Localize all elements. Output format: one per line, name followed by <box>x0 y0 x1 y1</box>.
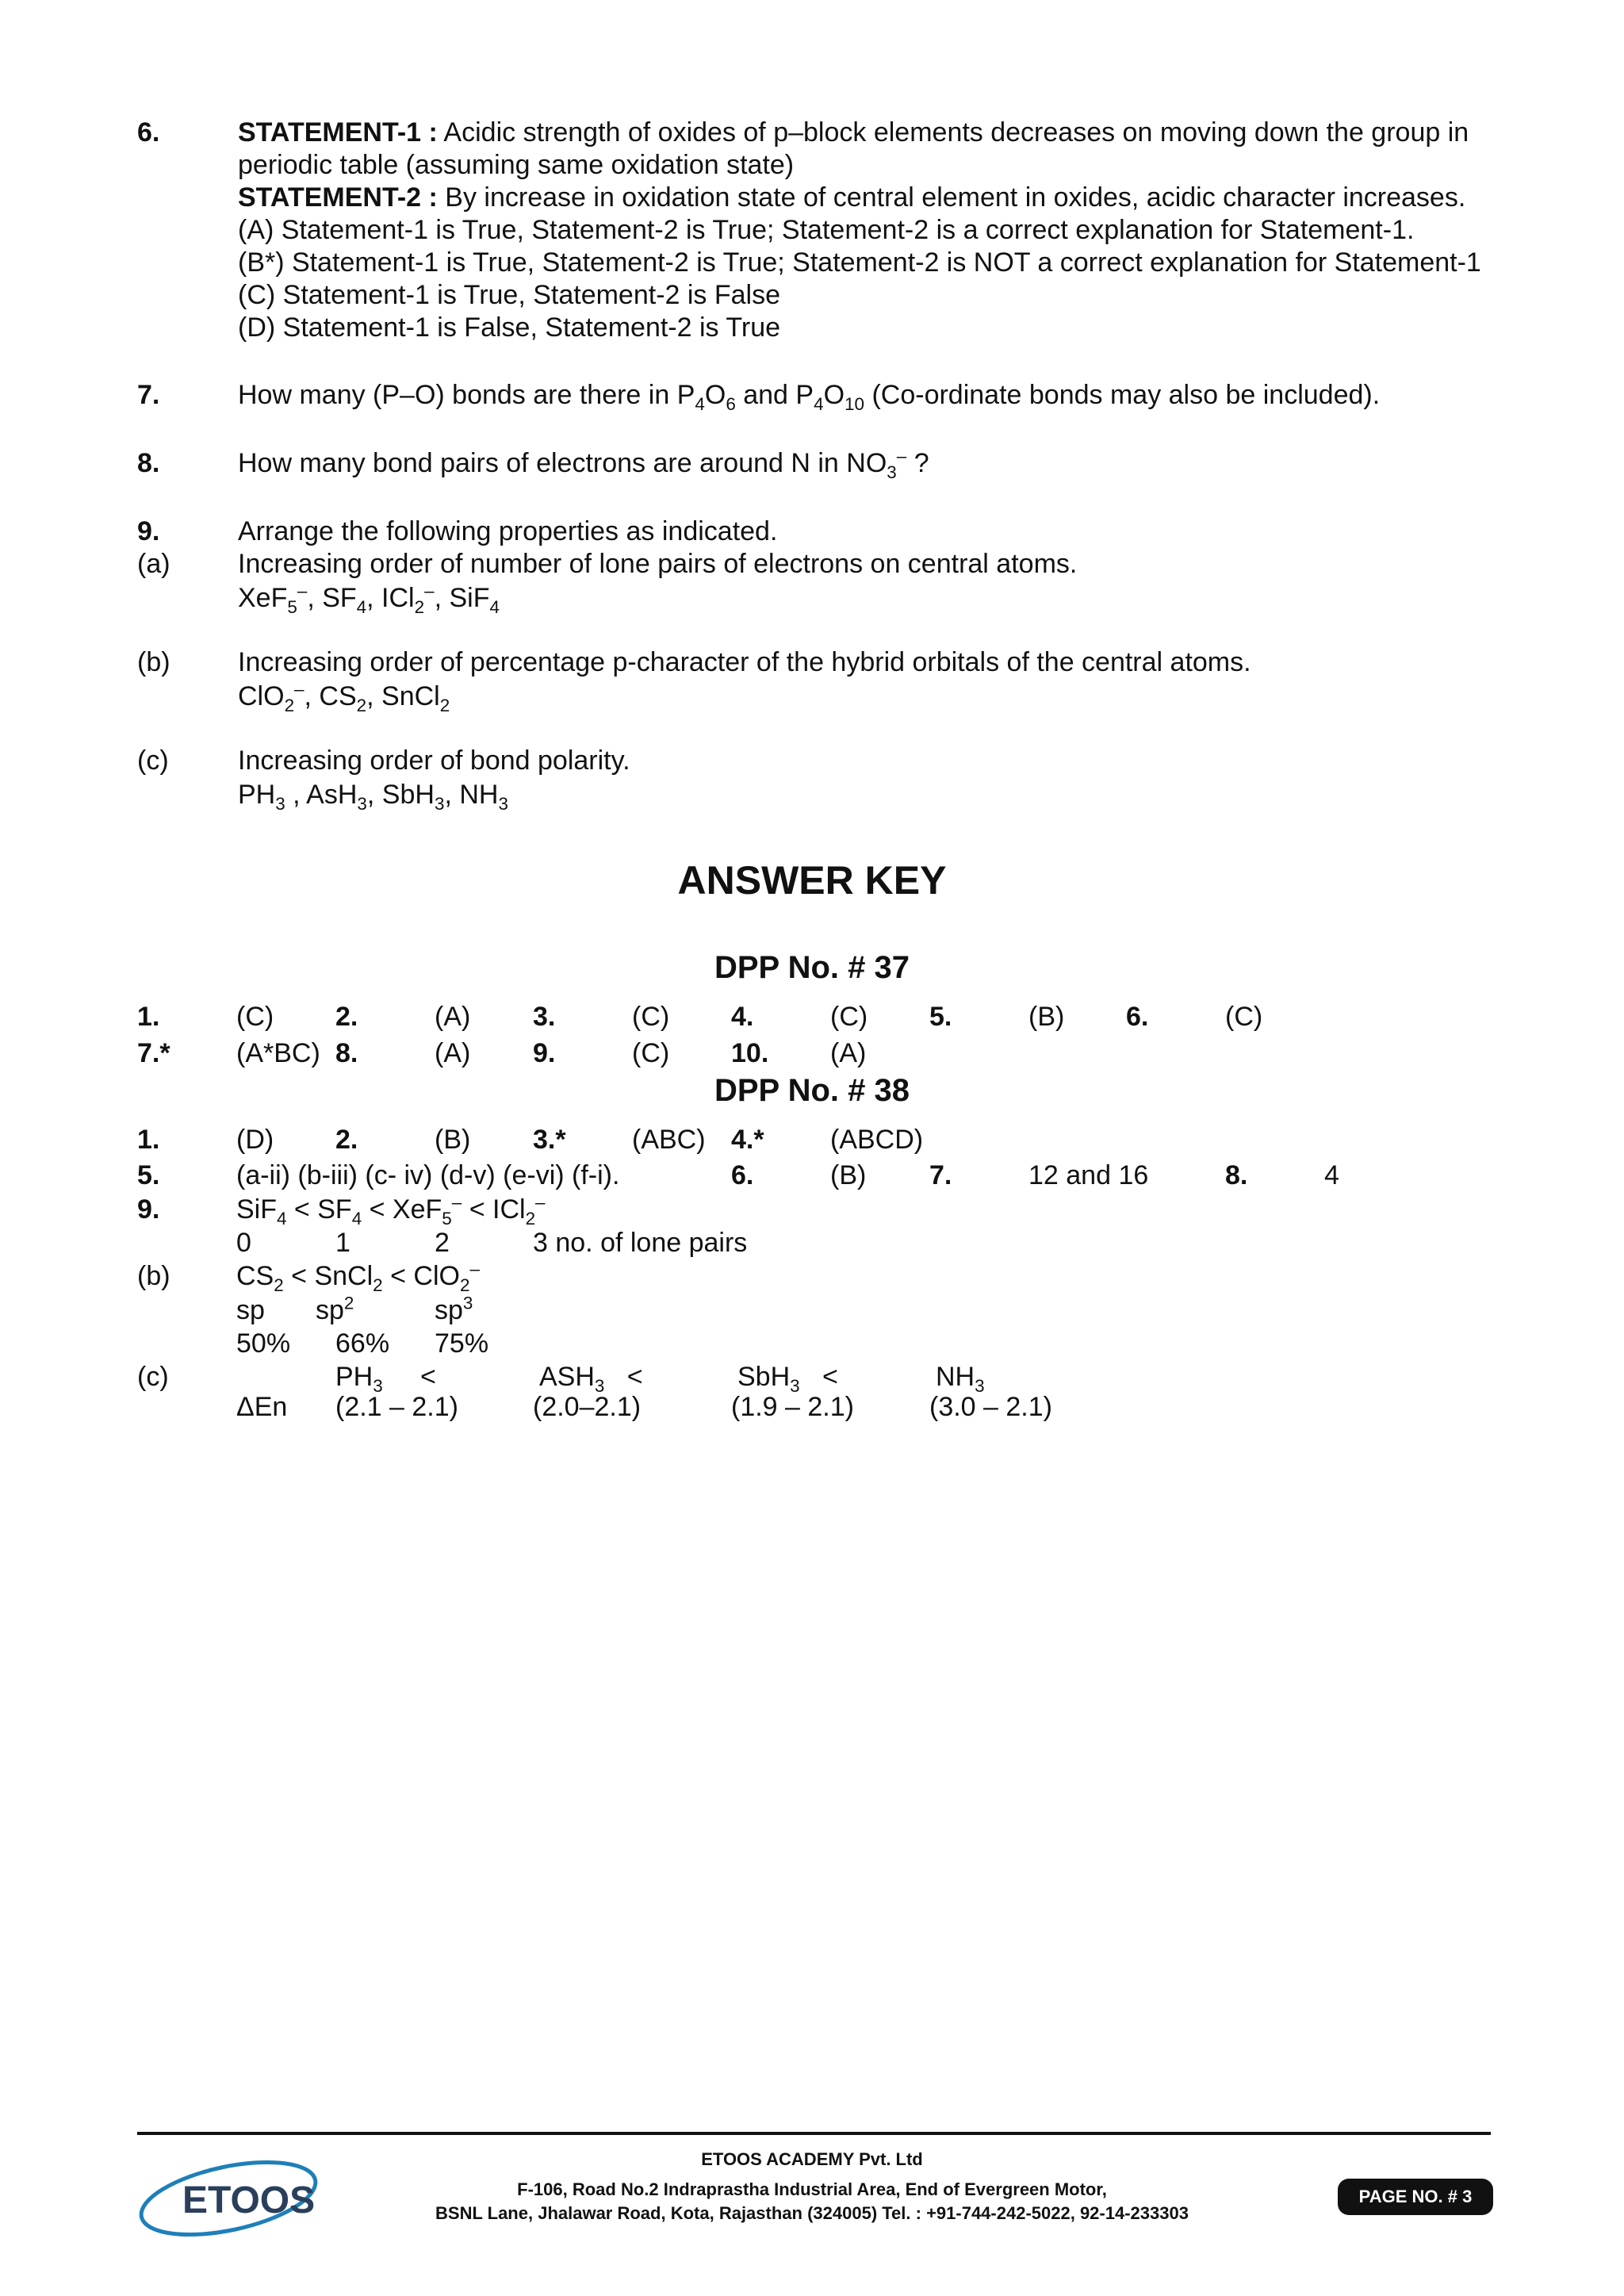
option-b: (B*) Statement-1 is True, Statement-2 is True; Statement-2 is NOT a correct explanation for Statement-1 <box>238 247 1481 278</box>
answer-value: (C) <box>236 1002 274 1032</box>
page-number-badge <box>1338 2179 1493 2215</box>
part-label: (c) <box>137 746 169 776</box>
question-number: 9. <box>137 516 160 546</box>
answer-value: (A) <box>435 1002 471 1032</box>
statement-2 <box>238 184 1465 211</box>
part-c-formulas: $PH_3$ , AsH$_3$, SbH$_3$, $NH_3$ <box>238 780 508 814</box>
part-label: (a) <box>137 549 170 579</box>
question-8-text: How many bond pairs of electrons are around N in $NO_3^-$ ? <box>238 446 929 482</box>
answer-num: 1. <box>137 1125 160 1155</box>
answer-key-title: ANSWER KEY <box>677 858 947 903</box>
answer-value: (a-ii) (b-iii) (c- iv) (d-v) (e-vi) (f-i). <box>236 1160 620 1190</box>
answer-num: 2. <box>335 1002 358 1032</box>
question-number: 7. <box>137 380 160 410</box>
answer-value: (C) <box>1225 1002 1263 1032</box>
answer-num: 7.* <box>137 1038 170 1068</box>
answer-num: 4.* <box>731 1125 764 1155</box>
en-difference: (1.9 – 2.1) <box>731 1392 854 1422</box>
p-character: 75% <box>435 1328 489 1359</box>
answer-num: 9. <box>533 1038 556 1068</box>
answer-9c-order: $ASH_3$ < <box>539 1362 643 1396</box>
statement-1-text: Acidic strength of oxides of p–block elements decreases on moving down the group in <box>437 117 1469 148</box>
part-label: (b) <box>137 647 170 677</box>
address-line-2: BSNL Lane, Jhalawar Road, Kota, Rajasthan (324005) Tel. : +91-744-242-5022, 92-14-233303 <box>435 2203 1189 2223</box>
answer-num: 7. <box>929 1160 952 1190</box>
dpp-37-heading: DPP No. # 37 <box>714 950 910 985</box>
logo-text: ETOOS <box>182 2179 316 2221</box>
part-a-formulas: XeF$_5$–, $SF_4$, ICl$_2$–, SiF$_4$ <box>238 581 500 617</box>
answer-num: 3. <box>533 1002 556 1032</box>
p-character: 66% <box>335 1328 390 1359</box>
answer-value: (C) <box>632 1038 670 1068</box>
answer-value: (D) <box>236 1125 274 1155</box>
lone-pair-count: 3 no. of lone pairs <box>533 1228 748 1258</box>
dpp-38-heading: DPP No. # 38 <box>714 1073 910 1108</box>
answer-value: (A) <box>435 1038 471 1068</box>
answer-value: (B) <box>435 1125 471 1155</box>
statement-1 <box>238 119 1469 146</box>
answer-value: (B) <box>830 1160 867 1190</box>
answer-value: (ABCD) <box>830 1125 924 1155</box>
statement-2-label: STATEMENT-2 : <box>238 182 438 213</box>
answer-9b-order: $CS_2$ < SnCl$_2$ < ClO$_2$– <box>236 1259 480 1295</box>
answer-9a-order: $SiF_4 < SF_4 < XeF_5^- < ICl_2^-$ <box>236 1192 546 1228</box>
option-a: (A) Statement-1 is True, Statement-2 is True; Statement-2 is a correct explanation for Statement-1. <box>238 215 1415 245</box>
answer-9c-order: $PH_3$ < <box>335 1362 436 1396</box>
answer-value: (C) <box>632 1002 670 1032</box>
part-b-formulas: ClO$_2$–, $CS_2$, SnCl$_2$ <box>238 679 450 715</box>
part-c-text: Increasing order of bond polarity. <box>238 746 630 776</box>
answer-num: 4. <box>731 1002 754 1032</box>
answer-value: 12 and 16 <box>1028 1160 1149 1190</box>
page-number: PAGE NO. # 3 <box>1358 2187 1473 2206</box>
answer-num: 1. <box>137 1002 160 1032</box>
en-difference: (3.0 – 2.1) <box>929 1392 1052 1422</box>
statement-1-text-cont: periodic table (assuming same oxidation state) <box>238 150 795 180</box>
answer-value: (A) <box>830 1038 867 1068</box>
en-difference: (2.1 – 2.1) <box>335 1392 458 1422</box>
part-label: (b) <box>137 1261 170 1291</box>
answer-value: (B) <box>1028 1002 1065 1032</box>
answer-value: (A*BC) <box>236 1038 320 1068</box>
answer-num: 8. <box>1225 1160 1248 1190</box>
option-c: (C) Statement-1 is True, Statement-2 is False <box>238 280 781 310</box>
address-line-1: F-106, Road No.2 Indraprastha Industrial Area, End of Evergreen Motor, <box>517 2179 1107 2199</box>
en-difference: (2.0–2.1) <box>533 1392 642 1422</box>
statement-2-text: By increase in oxidation state of central element in oxides, acidic character increases. <box>437 182 1466 213</box>
option-d: (D) Statement-1 is False, Statement-2 is True <box>238 312 781 343</box>
question-number: 8. <box>137 448 160 478</box>
answer-num: 3.* <box>533 1125 566 1155</box>
delta-en-label: ΔEn <box>236 1392 288 1422</box>
answer-value: (C) <box>830 1002 868 1032</box>
lone-pair-count: 2 <box>435 1228 450 1258</box>
part-b-text: Increasing order of percentage p-character of the hybrid orbitals of the central atoms. <box>238 647 1251 677</box>
answer-num: 6. <box>1126 1002 1149 1032</box>
answer-value: (ABC) <box>632 1125 706 1155</box>
question-7-text: How many (P–O) bonds are there in $P_4O_6$ and $P_4O_{10}$ (Co-ordinate bonds may also be included). <box>238 380 1381 414</box>
question-9-intro: Arrange the following properties as indicated. <box>238 516 778 546</box>
answer-num: 8. <box>335 1038 358 1068</box>
answer-9c-order: SbH$_3$ < <box>737 1362 838 1396</box>
answer-value: 4 <box>1324 1160 1339 1190</box>
answer-num: 10. <box>731 1038 769 1068</box>
lone-pair-count: 0 <box>236 1228 251 1258</box>
question-number: 6. <box>137 117 160 148</box>
answer-num: 5. <box>929 1002 952 1032</box>
company-name: ETOOS ACADEMY Pvt. Ltd <box>701 2149 923 2169</box>
footer-divider <box>137 2132 1491 2135</box>
answer-9c-order: $NH_3$ <box>936 1362 985 1396</box>
statement-1-label: STATEMENT-1 : <box>238 117 438 148</box>
p-character: 50% <box>236 1328 291 1359</box>
part-label: (c) <box>137 1362 169 1392</box>
hybridization: $sp^3$ <box>435 1293 473 1325</box>
hybridization: sp <box>236 1295 265 1325</box>
hybridization: $sp^2$ <box>316 1293 354 1325</box>
answer-num: 9. <box>137 1194 160 1225</box>
answer-num: 5. <box>137 1160 160 1190</box>
lone-pair-count: 1 <box>335 1228 350 1258</box>
answer-num: 2. <box>335 1125 358 1155</box>
part-a-text: Increasing order of number of lone pairs of electrons on central atoms. <box>238 549 1078 579</box>
answer-num: 6. <box>731 1160 754 1190</box>
